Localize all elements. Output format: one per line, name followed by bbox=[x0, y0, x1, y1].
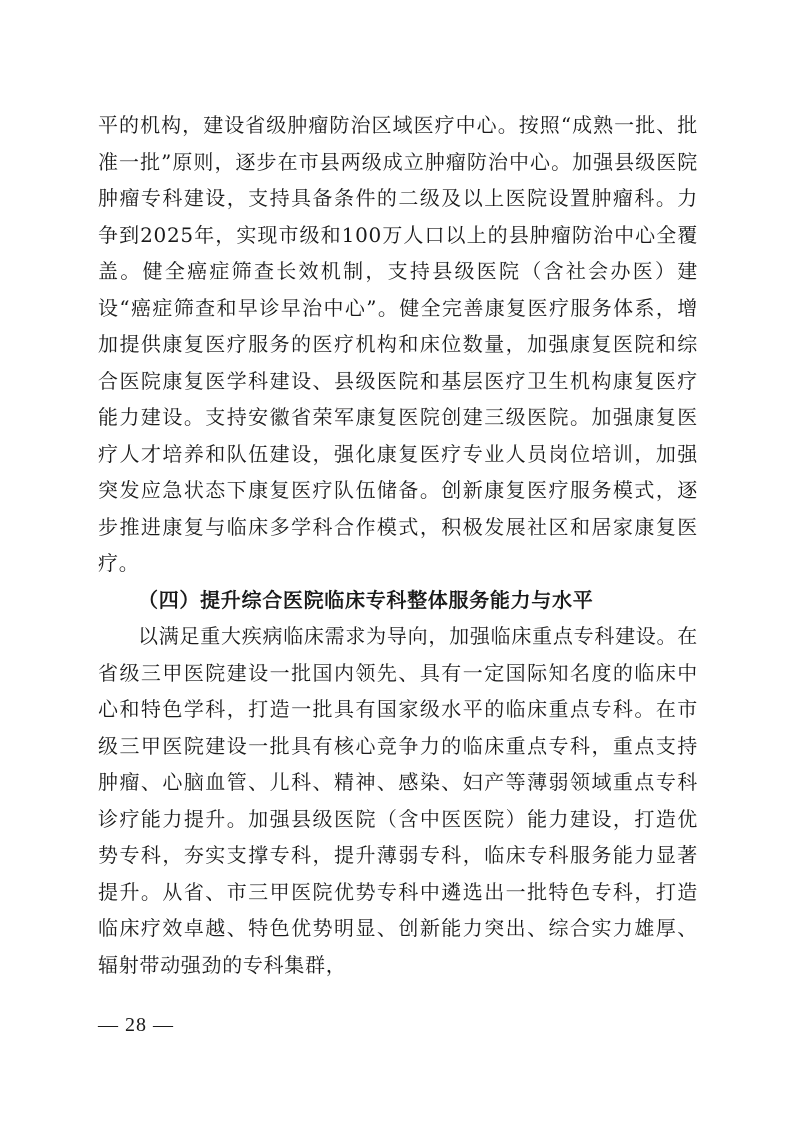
body-paragraph-continuation: 平的机构，建设省级肿瘤防治区域医疗中心。按照“成熟一批、批准一批”原则，逐步在市县两级成立肿瘤防治中心。加强县级医院肿瘤专科建设，支持具备条件的二级及以上医院设置肿瘤科。力争到2025年，实现市级和100万人口以上的县肿瘤防治中心全覆盖。健全癌症筛查长效机制，支持县级医院（含社会办医）建设“癌症筛查和早诊早治中心”。健全完善康复医疗服务体系，增加提供康复医疗服务的医疗机构和床位数量，加强康复医院和综合医院康复医学科建设、县级医院和基层医疗卫生机构康复医疗能力建设。支持安徽省荣军康复医院创建三级医院。加强康复医疗人才培养和队伍建设，强化康复医疗专业人员岗位培训，加强突发应急状态下康复医疗队伍储备。创新康复医疗服务模式，逐步推进康复与临床多学科合作模式，积极发展社区和居家康复医疗。 bbox=[98, 113, 698, 575]
body-paragraph-section: 以满足重大疾病临床需求为导向，加强临床重点专科建设。在省级三甲医院建设一批国内领先、具有一定国际知名度的临床中心和特色学科，打造一批具有国家级水平的临床重点专科。在市级三甲医院建设一批具有核心竞争力的临床重点专科，重点支持肿瘤、心脑血管、儿科、精神、感染、妇产等薄弱领域重点专科诊疗能力提升。加强县级医院（含中医医院）能力建设，打造优势专科，夯实支撑专科，提升薄弱专科，临床专科服务能力显著提升。从省、市三甲医院优势专科中遴选出一批特色专科，打造临床疗效卓越、特色优势明显、创新能力突出、综合实力雄厚、辐射带动强劲的专科集群， bbox=[98, 624, 698, 977]
page-number: — 28 — bbox=[98, 1014, 174, 1036]
section-heading: （四）提升综合医院临床专科整体服务能力与水平 bbox=[138, 587, 594, 612]
document-body bbox=[98, 107, 698, 983]
